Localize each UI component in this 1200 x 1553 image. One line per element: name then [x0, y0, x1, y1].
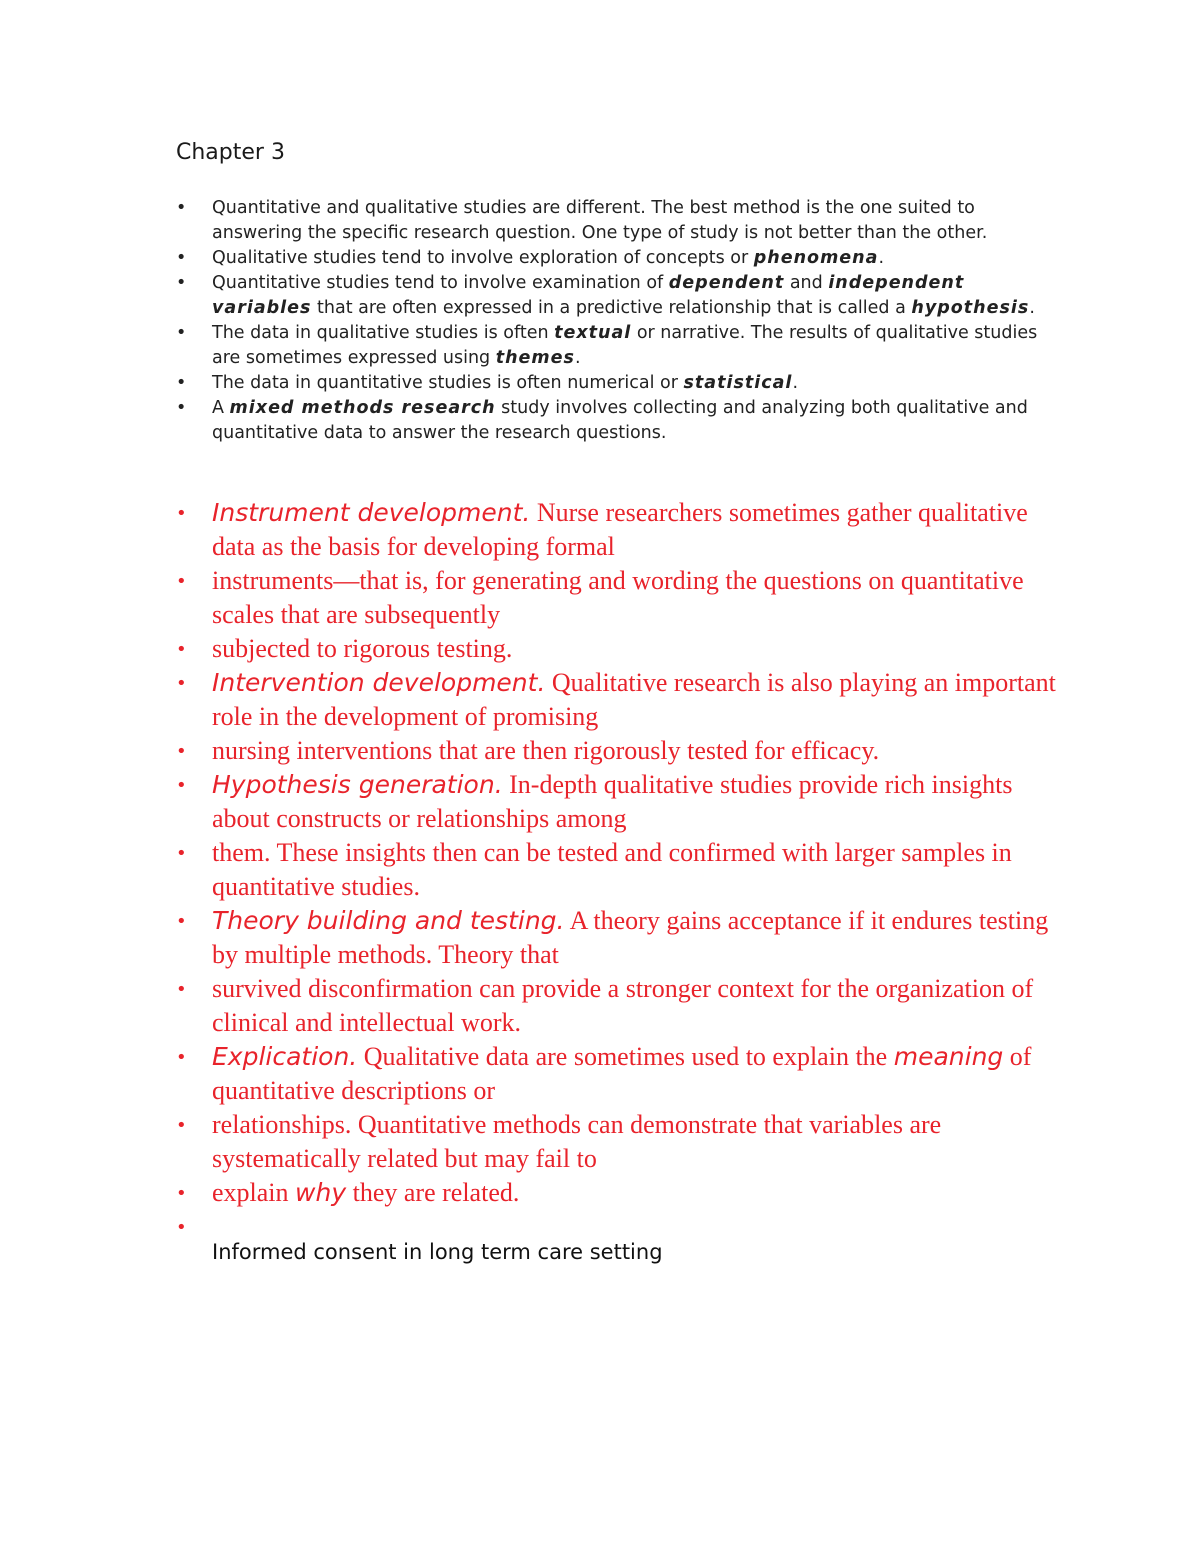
red-bullet-item — [176, 904, 1066, 972]
bullet-icon: • — [176, 1115, 187, 1136]
red-bullet-item — [176, 768, 1066, 836]
bullet-icon: • — [176, 273, 187, 293]
bullet-text: A — [212, 398, 230, 418]
bullet-text: In-depth qualitative studies provide rich insights about constructs or relationships among — [212, 770, 1013, 833]
bullet-text: subjected to rigorous testing. — [212, 634, 513, 663]
bullet-icon: • — [176, 373, 187, 393]
bullet-text: Quantitative and qualitative studies are different. The best method is the one suited to answering the specific research question. One type of study is not better than the other. — [212, 198, 988, 243]
red-bullet-item — [176, 1210, 1066, 1244]
bullet-icon: • — [176, 398, 187, 418]
chapter-title: Chapter 3 — [176, 140, 285, 165]
key-term: statistical — [683, 373, 793, 393]
bullet-text: they are related. — [346, 1178, 520, 1207]
bullet-text: them. These insights then can be tested and confirmed with larger samples in quantitative studies. — [212, 838, 1012, 901]
bullet-icon: • — [176, 775, 187, 796]
bullet-text: Nurse researchers sometimes gather qualitative data as the basis for developing formal — [212, 498, 1028, 561]
red-bullet-item — [176, 496, 1066, 564]
bullet-text: nursing interventions that are then rigorously tested for efficacy. — [212, 736, 880, 765]
bullet-text: . — [792, 373, 799, 393]
key-term: dependent — [668, 273, 785, 293]
red-bullet-item — [176, 564, 1066, 632]
bullet-text: or narrative. The results of qualitative studies are sometimes expressed using — [212, 323, 1038, 368]
bullet-icon: • — [176, 198, 187, 218]
emphasis-term: Theory building and testing. — [212, 906, 565, 935]
bullet-icon: • — [176, 1183, 187, 1204]
summary-bullet-item — [176, 321, 1056, 371]
bullet-text: Qualitative data are sometimes used to explain the — [357, 1042, 894, 1071]
key-term: textual — [554, 323, 632, 343]
key-term: independent variables — [212, 273, 965, 318]
key-term: themes — [495, 348, 575, 368]
bullet-text: . — [1029, 298, 1035, 318]
bullet-text: of quantitative descriptions or — [212, 1042, 1032, 1105]
red-bullet-item — [176, 1108, 1066, 1176]
bullet-text: . — [574, 348, 581, 368]
emphasis-term: Explication. — [212, 1042, 358, 1071]
summary-bullet-item — [176, 196, 1056, 246]
red-bullet-item — [176, 836, 1066, 904]
bullet-icon: • — [176, 639, 187, 660]
bullet-icon: • — [176, 571, 187, 592]
bullet-text: A theory gains acceptance if it endures testing by multiple methods. Theory that — [212, 906, 1049, 969]
red-bullet-item — [176, 972, 1066, 1040]
red-bullet-item — [176, 734, 1066, 768]
red-bullet-item — [176, 666, 1066, 734]
summary-bullet-item — [176, 271, 1056, 321]
bullet-text: The data in quantitative studies is often numerical or — [212, 373, 684, 393]
emphasis-term: Instrument development. — [212, 498, 531, 527]
summary-bullet-item — [176, 396, 1056, 446]
summary-bullet-item — [176, 371, 1056, 396]
key-term: phenomena — [753, 248, 879, 268]
emphasis-term: Intervention development. — [212, 668, 546, 697]
bullet-icon: • — [176, 248, 187, 268]
emphasis-term: Hypothesis generation. — [212, 770, 503, 799]
emphasis-term: meaning — [893, 1042, 1004, 1071]
bullet-text: relationships. Quantitative methods can demonstrate that variables are systematically related but may fail to — [212, 1110, 942, 1173]
bullet-text: explain — [212, 1178, 296, 1207]
key-term: mixed methods research — [229, 398, 496, 418]
bullet-text: Quantitative studies tend to involve examination of — [212, 273, 669, 293]
bullet-icon: • — [176, 1217, 187, 1238]
section-heading: Informed consent in long term care setting — [212, 1240, 663, 1264]
emphasis-term: why — [295, 1178, 347, 1207]
bullet-text: study involves collecting and analyzing both qualitative and quantitative data to answer the research questions. — [212, 398, 1028, 443]
bullet-text: Qualitative studies tend to involve exploration of concepts or — [212, 248, 754, 268]
red-bullet-item — [176, 632, 1066, 666]
bullet-text: survived disconfirmation can provide a stronger context for the organization of clinical and intellectual work. — [212, 974, 1034, 1037]
bullet-text: instruments—that is, for generating and wording the questions on quantitative scales that are subsequently — [212, 566, 1024, 629]
red-bullet-item — [176, 1176, 1066, 1210]
bullet-text: that are often expressed in a predictive relationship that is called a — [311, 298, 912, 318]
bullet-icon: • — [176, 1047, 187, 1068]
bullet-icon: • — [176, 843, 187, 864]
summary-bullet-list — [176, 196, 1056, 446]
red-bullet-item — [176, 1040, 1066, 1108]
bullet-icon: • — [176, 323, 187, 343]
mixed-methods-bullet-list — [176, 496, 1066, 1244]
bullet-icon: • — [176, 979, 187, 1000]
key-term: hypothesis — [911, 298, 1030, 318]
bullet-icon: • — [176, 741, 187, 762]
summary-bullet-item — [176, 246, 1056, 271]
bullet-text: and — [784, 273, 829, 293]
bullet-text: The data in qualitative studies is often — [212, 323, 555, 343]
bullet-text: Qualitative research is also playing an important role in the development of promising — [212, 668, 1056, 731]
bullet-icon: • — [176, 503, 187, 524]
bullet-icon: • — [176, 911, 187, 932]
bullet-text: . — [878, 248, 885, 268]
bullet-icon: • — [176, 673, 187, 694]
